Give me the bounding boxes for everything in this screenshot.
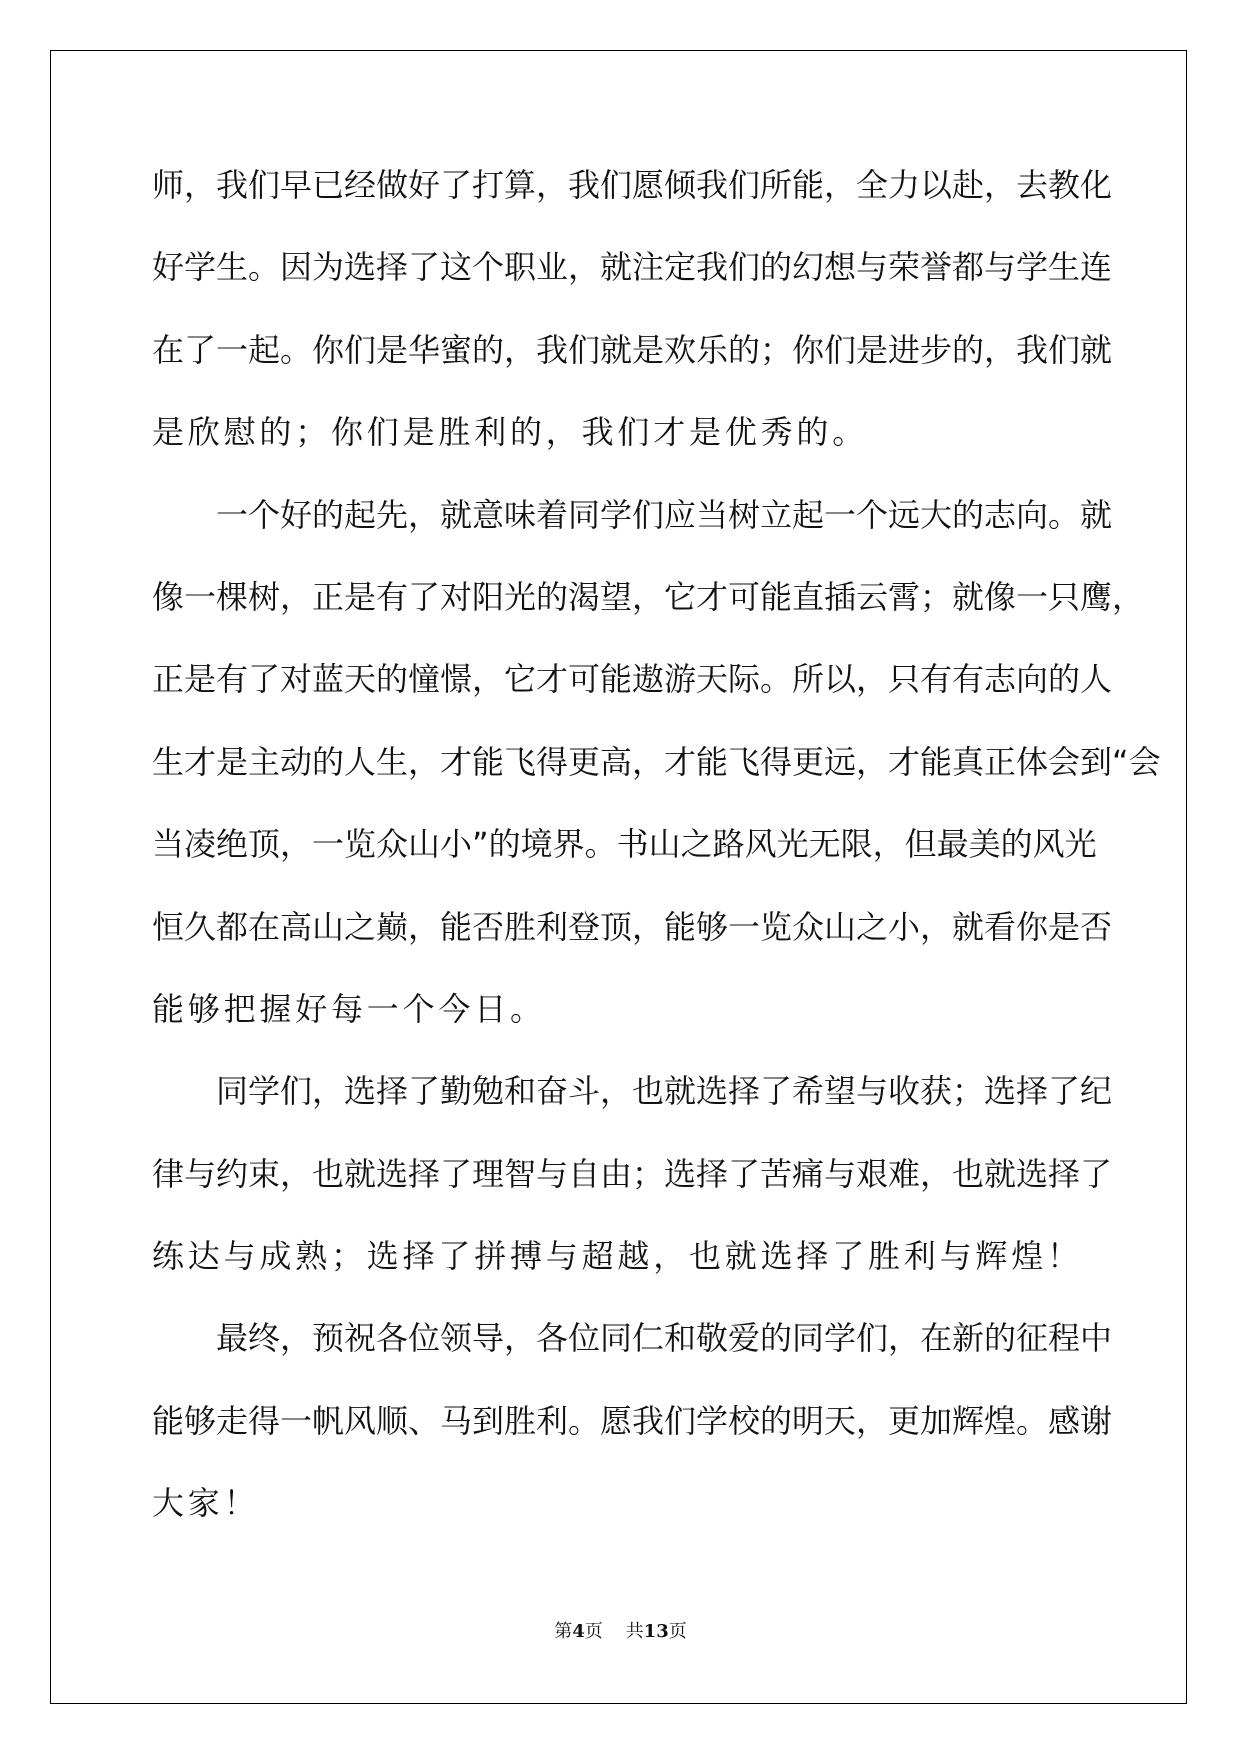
page-footer bbox=[0, 1617, 1241, 1643]
total-prefix: 共 bbox=[625, 1621, 644, 1642]
page-number: 4 bbox=[572, 1621, 585, 1642]
text-line: 在了一起。你们是华蜜的，我们就是欢乐的；你们是进步的，我们就 bbox=[152, 330, 1113, 369]
document-body bbox=[152, 164, 1161, 1565]
text-line: 恒久都在高山之巅，能否胜利登顶，能够一览众山之小，就看你是否 bbox=[152, 907, 1113, 946]
text-line: 正是有了对蓝天的憧憬，它才可能遨游天际。所以，只有有志向的人 bbox=[152, 660, 1113, 699]
total-suffix: 页 bbox=[668, 1621, 687, 1642]
text-line: 同学们，选择了勤勉和奋斗，也就选择了希望与收获；选择了纪 bbox=[152, 1072, 1113, 1111]
text-line: 能够把握好每一个今日。 bbox=[152, 989, 546, 1028]
text-line: 一个好的起先，就意味着同学们应当树立起一个远大的志向。就 bbox=[152, 495, 1113, 534]
text-line: 能够走得一帆风顺、马到胜利。愿我们学校的明天，更加辉煌。感谢 bbox=[152, 1401, 1113, 1440]
page-suffix: 页 bbox=[584, 1621, 603, 1642]
text-line: 师，我们早已经做好了打算，我们愿倾我们所能，全力以赴，去教化 bbox=[152, 166, 1113, 204]
text-line: 最终，预祝各位领导，各位同仁和敬爱的同学们，在新的征程中 bbox=[152, 1319, 1113, 1358]
text-line: 是欣慰的；你们是胜利的，我们才是优秀的。 bbox=[152, 413, 869, 452]
total-pages: 13 bbox=[643, 1621, 669, 1642]
text-line: 像一棵树，正是有了对阳光的渴望，它才可能直插云霄；就像一只鹰， bbox=[152, 577, 1145, 616]
text-line: 练达与成熟；选择了拼搏与超越，也就选择了胜利与辉煌！ bbox=[152, 1237, 1083, 1276]
text-line: 当凌绝顶，一览众山小”的境界。书山之路风光无限，但最美的风光 bbox=[152, 825, 1097, 864]
text-line: 律与约束，也就选择了理智与自由；选择了苦痛与艰难，也就选择了 bbox=[152, 1154, 1113, 1193]
text-line: 好学生。因为选择了这个职业，就注定我们的幻想与荣誉都与学生连 bbox=[152, 248, 1113, 287]
page-prefix: 第 bbox=[554, 1621, 573, 1642]
text-line: 大家！ bbox=[152, 1484, 260, 1523]
text-line: 生才是主动的人生，才能飞得更高，才能飞得更远，才能真正体会到“会 bbox=[152, 742, 1161, 781]
